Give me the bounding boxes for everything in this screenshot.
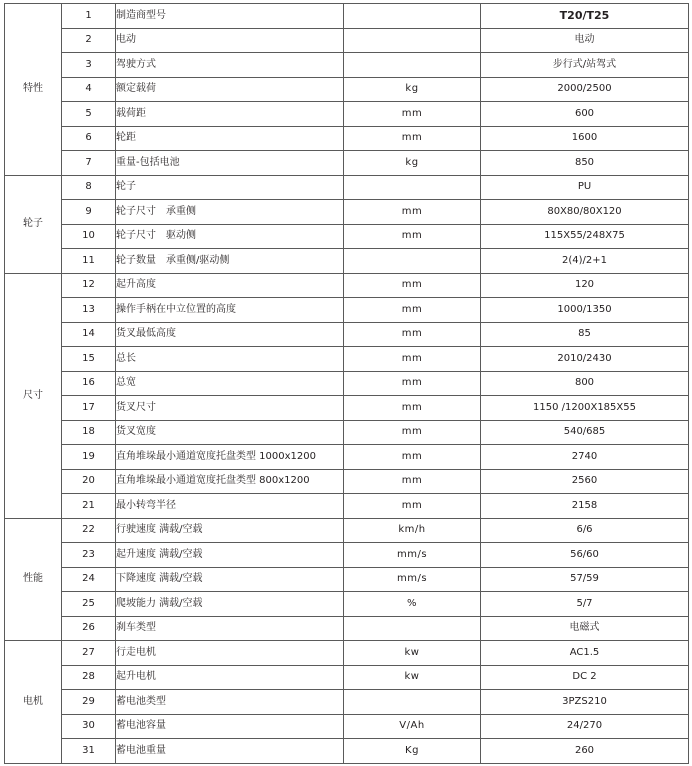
unit-cell: mm — [344, 273, 481, 298]
value-cell: 6/6 — [481, 518, 689, 543]
table-row — [5, 494, 689, 519]
item-name-cell: 货叉尺寸 — [116, 396, 344, 421]
row-number-cell: 29 — [62, 690, 116, 715]
table-row — [5, 249, 689, 274]
row-number-cell: 1 — [62, 4, 116, 29]
unit-cell: mm — [344, 347, 481, 372]
item-name-cell: 下降速度 满载/空载 — [116, 567, 344, 592]
unit-cell: mm — [344, 494, 481, 519]
row-number-cell: 26 — [62, 616, 116, 641]
value-cell: 120 — [481, 273, 689, 298]
table-row — [5, 126, 689, 151]
value-cell: 800 — [481, 371, 689, 396]
item-name-cell: 最小转弯半径 — [116, 494, 344, 519]
category-cell: 性能 — [5, 518, 62, 641]
row-number-cell: 4 — [62, 77, 116, 102]
unit-cell: mm/s — [344, 567, 481, 592]
value-cell: 2740 — [481, 445, 689, 470]
row-number-cell: 31 — [62, 739, 116, 764]
item-name-cell: 轮子 — [116, 175, 344, 200]
row-number-cell: 8 — [62, 175, 116, 200]
unit-cell: km/h — [344, 518, 481, 543]
value-cell: 85 — [481, 322, 689, 347]
table-row — [5, 102, 689, 127]
item-name-cell: 行走电机 — [116, 641, 344, 666]
item-name-cell: 额定载荷 — [116, 77, 344, 102]
value-cell: 电磁式 — [481, 616, 689, 641]
unit-cell: mm — [344, 102, 481, 127]
table-row — [5, 543, 689, 568]
item-name-cell: 轮距 — [116, 126, 344, 151]
row-number-cell: 21 — [62, 494, 116, 519]
row-number-cell: 13 — [62, 298, 116, 323]
value-cell: 1000/1350 — [481, 298, 689, 323]
row-number-cell: 9 — [62, 200, 116, 225]
table-row — [5, 298, 689, 323]
unit-cell — [344, 28, 481, 53]
unit-cell: Kg — [344, 739, 481, 764]
unit-cell — [344, 175, 481, 200]
table-row — [5, 371, 689, 396]
value-cell: 2010/2430 — [481, 347, 689, 372]
item-name-cell: 重量-包括电池 — [116, 151, 344, 176]
value-cell: 56/60 — [481, 543, 689, 568]
item-name-cell: 刹车类型 — [116, 616, 344, 641]
table-row — [5, 77, 689, 102]
unit-cell: mm — [344, 420, 481, 445]
row-number-cell: 27 — [62, 641, 116, 666]
item-name-cell: 起升电机 — [116, 665, 344, 690]
unit-cell: kg — [344, 151, 481, 176]
category-cell: 电机 — [5, 641, 62, 764]
item-name-cell: 轮子数量 承重侧/驱动侧 — [116, 249, 344, 274]
table-row — [5, 616, 689, 641]
unit-cell: mm — [344, 200, 481, 225]
table-row — [5, 469, 689, 494]
item-name-cell: 载荷距 — [116, 102, 344, 127]
unit-cell: % — [344, 592, 481, 617]
row-number-cell: 15 — [62, 347, 116, 372]
unit-cell — [344, 249, 481, 274]
value-cell: 57/59 — [481, 567, 689, 592]
value-cell: 3PZS210 — [481, 690, 689, 715]
value-cell: 1600 — [481, 126, 689, 151]
table-row — [5, 347, 689, 372]
row-number-cell: 3 — [62, 53, 116, 78]
row-number-cell: 28 — [62, 665, 116, 690]
item-name-cell: 轮子尺寸 承重侧 — [116, 200, 344, 225]
table-row — [5, 273, 689, 298]
unit-cell: V/Ah — [344, 714, 481, 739]
table-row — [5, 641, 689, 666]
item-name-cell: 爬坡能力 满载/空载 — [116, 592, 344, 617]
table-row — [5, 53, 689, 78]
table-row — [5, 224, 689, 249]
unit-cell — [344, 53, 481, 78]
value-cell: 260 — [481, 739, 689, 764]
row-number-cell: 7 — [62, 151, 116, 176]
unit-cell: mm — [344, 371, 481, 396]
category-cell: 尺寸 — [5, 273, 62, 518]
value-cell: 115X55/248X75 — [481, 224, 689, 249]
value-cell: 步行式/站驾式 — [481, 53, 689, 78]
unit-cell: mm — [344, 396, 481, 421]
row-number-cell: 20 — [62, 469, 116, 494]
item-name-cell: 操作手柄在中立位置的高度 — [116, 298, 344, 323]
item-name-cell: 起升高度 — [116, 273, 344, 298]
item-name-cell: 行驶速度 满载/空载 — [116, 518, 344, 543]
value-cell: 2560 — [481, 469, 689, 494]
table-row — [5, 714, 689, 739]
item-name-cell: 制造商型号 — [116, 4, 344, 29]
table-row — [5, 690, 689, 715]
row-number-cell: 11 — [62, 249, 116, 274]
row-number-cell: 25 — [62, 592, 116, 617]
table-row — [5, 739, 689, 764]
row-number-cell: 17 — [62, 396, 116, 421]
category-cell: 特性 — [5, 4, 62, 176]
table-row — [5, 175, 689, 200]
unit-cell: kw — [344, 665, 481, 690]
table-row — [5, 4, 689, 29]
row-number-cell: 5 — [62, 102, 116, 127]
value-cell: 电动 — [481, 28, 689, 53]
unit-cell: mm — [344, 224, 481, 249]
value-cell: 1150 /1200X185X55 — [481, 396, 689, 421]
value-cell: DC 2 — [481, 665, 689, 690]
item-name-cell: 货叉最低高度 — [116, 322, 344, 347]
table-row — [5, 567, 689, 592]
item-name-cell: 直角堆垛最小通道宽度托盘类型 800x1200 — [116, 469, 344, 494]
unit-cell — [344, 690, 481, 715]
row-number-cell: 19 — [62, 445, 116, 470]
unit-cell: kw — [344, 641, 481, 666]
category-cell: 轮子 — [5, 175, 62, 273]
value-cell: 850 — [481, 151, 689, 176]
item-name-cell: 货叉宽度 — [116, 420, 344, 445]
item-name-cell: 直角堆垛最小通道宽度托盘类型 1000x1200 — [116, 445, 344, 470]
value-cell: PU — [481, 175, 689, 200]
table-row — [5, 28, 689, 53]
spec-table-body — [5, 4, 689, 764]
table-row — [5, 518, 689, 543]
row-number-cell: 23 — [62, 543, 116, 568]
item-name-cell: 起升速度 满载/空载 — [116, 543, 344, 568]
value-cell: 2158 — [481, 494, 689, 519]
row-number-cell: 24 — [62, 567, 116, 592]
value-cell: T20/T25 — [481, 4, 689, 29]
item-name-cell: 蓄电池类型 — [116, 690, 344, 715]
item-name-cell: 总长 — [116, 347, 344, 372]
row-number-cell: 6 — [62, 126, 116, 151]
unit-cell: kg — [344, 77, 481, 102]
row-number-cell: 2 — [62, 28, 116, 53]
row-number-cell: 10 — [62, 224, 116, 249]
row-number-cell: 30 — [62, 714, 116, 739]
row-number-cell: 14 — [62, 322, 116, 347]
table-row — [5, 665, 689, 690]
row-number-cell: 22 — [62, 518, 116, 543]
table-row — [5, 396, 689, 421]
unit-cell: mm — [344, 298, 481, 323]
table-row — [5, 322, 689, 347]
table-row — [5, 592, 689, 617]
row-number-cell: 12 — [62, 273, 116, 298]
value-cell: 24/270 — [481, 714, 689, 739]
unit-cell: mm — [344, 126, 481, 151]
row-number-cell: 18 — [62, 420, 116, 445]
value-cell: 2000/2500 — [481, 77, 689, 102]
value-cell: 2(4)/2+1 — [481, 249, 689, 274]
value-cell: 600 — [481, 102, 689, 127]
item-name-cell: 总宽 — [116, 371, 344, 396]
value-cell: 5/7 — [481, 592, 689, 617]
unit-cell — [344, 616, 481, 641]
item-name-cell: 蓄电池容量 — [116, 714, 344, 739]
item-name-cell: 蓄电池重量 — [116, 739, 344, 764]
unit-cell: mm — [344, 469, 481, 494]
table-row — [5, 151, 689, 176]
table-row — [5, 420, 689, 445]
table-row — [5, 445, 689, 470]
value-cell: AC1.5 — [481, 641, 689, 666]
unit-cell: mm — [344, 445, 481, 470]
unit-cell: mm — [344, 322, 481, 347]
spec-table — [4, 3, 689, 764]
unit-cell — [344, 4, 481, 29]
table-row — [5, 200, 689, 225]
value-cell: 80X80/80X120 — [481, 200, 689, 225]
value-cell: 540/685 — [481, 420, 689, 445]
unit-cell: mm/s — [344, 543, 481, 568]
item-name-cell: 驾驶方式 — [116, 53, 344, 78]
item-name-cell: 电动 — [116, 28, 344, 53]
item-name-cell: 轮子尺寸 驱动侧 — [116, 224, 344, 249]
row-number-cell: 16 — [62, 371, 116, 396]
